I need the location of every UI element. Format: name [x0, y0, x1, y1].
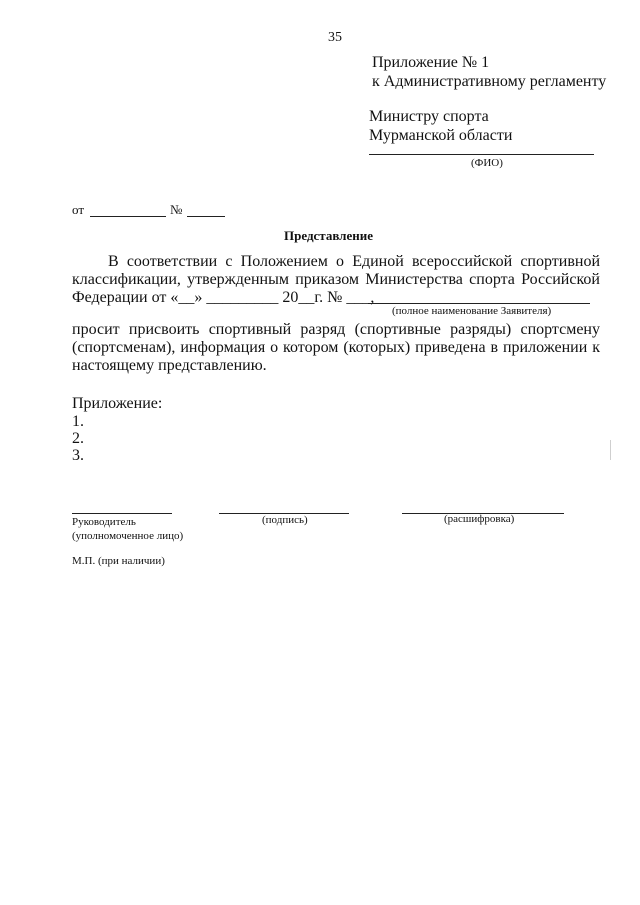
seal-label: М.П. (при наличии)	[72, 555, 165, 567]
decode-caption: (расшифровка)	[444, 513, 515, 525]
addressee-line1: Министру спорта	[369, 108, 489, 125]
appendix-subtitle: к Административному регламенту	[372, 73, 607, 90]
attachment-item-2: 2.	[72, 430, 84, 447]
attachment-item-1: 1.	[72, 413, 84, 430]
fio-underline	[369, 154, 594, 155]
body-line-5: (спортсменам), информация о котором (которых) приведена в приложении к	[72, 339, 600, 356]
authorized-label: (уполномоченное лицо)	[72, 530, 184, 542]
body-line-4: просит присвоить спортивный разряд (спортивные разряды) спортсмену	[72, 321, 600, 338]
attachments-label: Приложение:	[72, 395, 163, 412]
body-line-3: Федерации от «__» _________ 20__г. № ___,	[72, 289, 375, 306]
body-line-6: настоящему представлению.	[72, 357, 267, 374]
head-underline	[72, 513, 172, 514]
body-line-1: В соответствии с Положением о Единой всероссийской спортивной	[108, 253, 600, 270]
number-underline	[187, 216, 225, 217]
head-label: Руководитель	[72, 516, 136, 528]
applicant-underline	[368, 303, 590, 304]
date-underline	[90, 216, 166, 217]
document-title: Представление	[284, 228, 373, 243]
sign-caption: (подпись)	[262, 514, 308, 526]
scan-margin-mark	[610, 440, 611, 460]
from-label: от	[72, 202, 85, 217]
appendix-title: Приложение № 1	[372, 54, 490, 71]
fio-caption: (ФИО)	[471, 157, 503, 169]
applicant-caption: (полное наименование Заявителя)	[392, 305, 552, 317]
page-number: 35	[328, 30, 342, 45]
number-label: №	[170, 202, 183, 217]
body-line-2: классификации, утвержденным приказом Министерства спорта Российской	[72, 271, 600, 288]
attachment-item-3: 3.	[72, 447, 84, 464]
addressee-line2: Мурманской области	[369, 127, 513, 144]
